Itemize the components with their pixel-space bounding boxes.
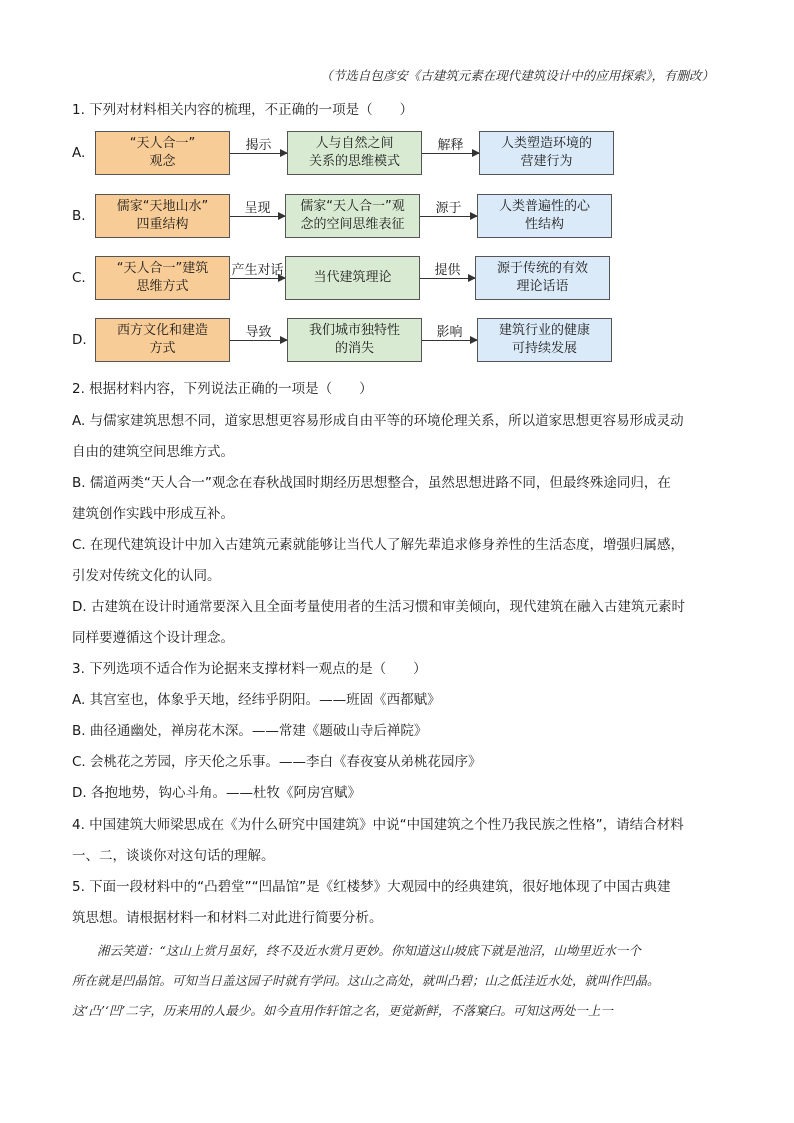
q3-option-b[interactable]: B. 曲径通幽处，禅房花木深。——常建《题破山寺后禅院》 bbox=[72, 723, 428, 739]
arrow-label: 揭示 bbox=[245, 138, 272, 153]
q5-quote-line: 湘云笑道：“这山上赏月虽好，终不及近水赏月更妙。你知道这山坡底下就是池沼，山坳里近水一个 bbox=[72, 943, 641, 958]
flow-box-end: 人类塑造环境的 营建行为 bbox=[479, 131, 614, 175]
flow-box-middle: 人与自然之间 关系的思维模式 bbox=[287, 131, 422, 175]
flow-arrow bbox=[230, 263, 285, 279]
q2-option-d[interactable]: D. 古建筑在设计时通常要深入且全面考量使用者的生活习惯和审美倾向，现代建筑在融入古建筑元素时 bbox=[72, 599, 685, 615]
flow-box-start: 儒家“天地山水” 四重结构 bbox=[95, 194, 230, 238]
flow-arrow bbox=[422, 138, 479, 154]
question-2-stem: 2. 根据材料内容，下列说法正确的一项是（ ） bbox=[72, 381, 373, 397]
flow-arrow bbox=[230, 201, 285, 217]
arrow-label: 产生对话 bbox=[231, 263, 284, 278]
q2-option-d-cont: 同样要遵循这个设计理念。 bbox=[72, 630, 234, 646]
flow-arrow bbox=[422, 325, 477, 341]
q2-option-c[interactable]: C. 在现代建筑设计中加入古建筑元素就能够让当代人了解先辈追求修身养性的生活态度，增强归属感， bbox=[72, 537, 685, 553]
arrow-label: 影响 bbox=[436, 325, 463, 340]
flow-box-end: 源于传统的有效 理论话语 bbox=[475, 256, 610, 300]
flow-box-middle: 儒家“天人合一”观 念的空间思维表征 bbox=[285, 194, 420, 238]
q5-quote-line: 这‘凸’‘凹’二字，历来用的人最少。如今直用作轩馆之名，更觉新鲜，不落窠臼。可知这两处一上一 bbox=[72, 1003, 613, 1018]
flow-box-end: 建筑行业的健康 可持续发展 bbox=[477, 318, 612, 362]
q3-option-a[interactable]: A. 其宫室也，体象乎天地，经纬乎阴阳。——班固《西都赋》 bbox=[72, 692, 441, 708]
flow-box-middle: 我们城市独特性 的消失 bbox=[287, 318, 422, 362]
q3-option-d[interactable]: D. 各抱地势，钩心斗角。——杜牧《阿房宫赋》 bbox=[72, 785, 361, 801]
flow-box-start: “天人合一” 观念 bbox=[95, 131, 230, 175]
source-note: （节选自包彦安《古建筑元素在现代建筑设计中的应用探索》，有删改） bbox=[320, 68, 714, 83]
question-5-stem: 5. 下面一段材料中的“凸碧堂”“凹晶馆”是《红楼梦》大观园中的经典建筑，很好地体现了中国古典建 bbox=[72, 879, 671, 895]
question-4-stem-cont: 一、二，谈谈你对这句话的理解。 bbox=[72, 848, 275, 864]
question-4-stem: 4. 中国建筑大师梁思成在《为什么研究中国建筑》中说“中国建筑之个性乃我民族之性格”，请结合材料 bbox=[72, 817, 684, 833]
q1-option-d[interactable] bbox=[72, 318, 632, 366]
flow-box-end: 人类普遍性的心 性结构 bbox=[477, 194, 612, 238]
question-1-stem: 1. 下列对材料相关内容的梳理，不正确的一项是（ ） bbox=[72, 102, 414, 118]
q2-option-a-cont: 自由的建筑空间思维方式。 bbox=[72, 444, 234, 460]
flow-box-start: “天人合一”建筑 思维方式 bbox=[95, 256, 230, 300]
flow-arrow bbox=[230, 138, 287, 154]
flow-box-middle: 当代建筑理论 bbox=[285, 256, 420, 300]
q2-option-b[interactable]: B. 儒道两类“天人合一”观念在春秋战国时期经历思想整合，虽然思想进路不同，但最终殊途同归，在 bbox=[72, 475, 671, 491]
option-label: B. bbox=[72, 208, 86, 224]
q1-option-a[interactable] bbox=[72, 131, 632, 179]
arrow-label: 呈现 bbox=[244, 201, 271, 216]
q1-option-b[interactable] bbox=[72, 194, 632, 242]
arrow-label: 提供 bbox=[434, 263, 461, 278]
question-3-stem: 3. 下列选项不适合作为论据来支撑材料一观点的是（ ） bbox=[72, 661, 427, 677]
option-label: C. bbox=[72, 270, 86, 286]
q2-option-a[interactable]: A. 与儒家建筑思想不同，道家思想更容易形成自由平等的环境伦理关系，所以道家思想更容易形成灵动 bbox=[72, 413, 684, 429]
flow-box-start: 西方文化和建造 方式 bbox=[95, 318, 230, 362]
option-label: A. bbox=[72, 145, 86, 161]
flow-arrow bbox=[230, 325, 287, 341]
option-label: D. bbox=[72, 332, 87, 348]
arrow-label: 导致 bbox=[245, 325, 272, 340]
q5-quote-line: 所在就是凹晶馆。可知当日盖这园子时就有学问。这山之高处，就叫凸碧；山之低洼近水处，就叫作凹晶。 bbox=[72, 973, 660, 988]
flow-arrow bbox=[420, 201, 477, 217]
q1-option-c[interactable] bbox=[72, 256, 632, 304]
arrow-label: 解释 bbox=[437, 138, 464, 153]
q2-option-b-cont: 建筑创作实践中形成互补。 bbox=[72, 506, 234, 522]
q3-option-c[interactable]: C. 会桃花之芳园，序天伦之乐事。——李白《春夜宴从弟桃花园序》 bbox=[72, 754, 482, 770]
question-5-stem-cont: 筑思想。请根据材料一和材料二对此进行简要分析。 bbox=[72, 910, 383, 926]
q2-option-c-cont: 引发对传统文化的认同。 bbox=[72, 568, 221, 584]
flow-arrow bbox=[420, 263, 475, 279]
arrow-label: 源于 bbox=[435, 201, 462, 216]
